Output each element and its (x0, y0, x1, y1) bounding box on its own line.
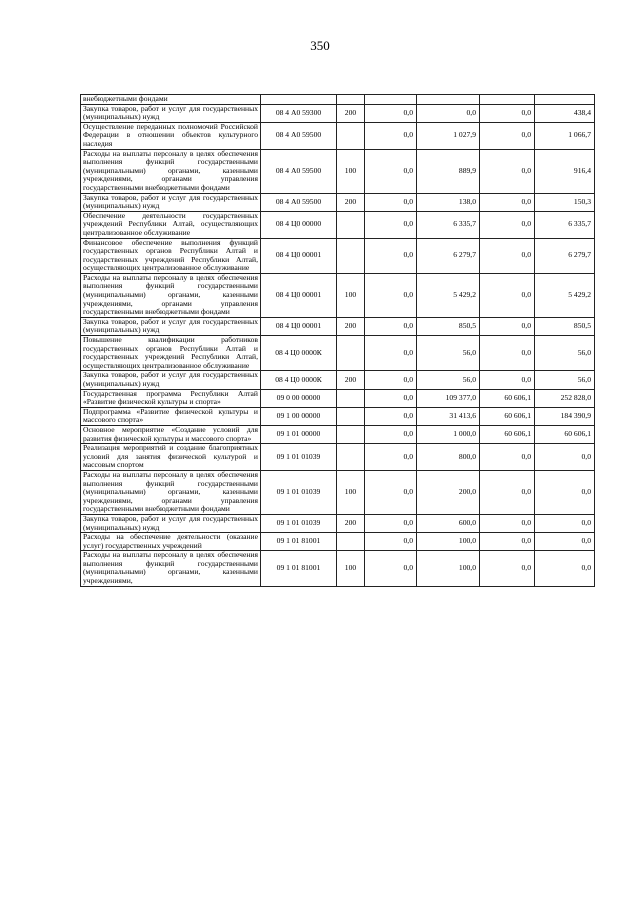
row-code-cell: 08 4 А0 59300 (261, 104, 337, 122)
row-value-2-cell: 56,0 (417, 336, 480, 371)
row-value-1-cell: 0,0 (365, 149, 417, 193)
row-value-3-cell: 0,0 (480, 104, 535, 122)
row-value-2-cell (417, 95, 480, 105)
row-value-1-cell: 0,0 (365, 514, 417, 532)
row-value-3-cell: 0,0 (480, 470, 535, 514)
row-code-cell: 09 1 01 01039 (261, 444, 337, 471)
row-code-cell: 08 4 Ц0 0000К (261, 336, 337, 371)
row-value-4-cell: 916,4 (535, 149, 595, 193)
row-value-3-cell: 60 606,1 (480, 407, 535, 425)
row-code-cell: 08 4 А0 59500 (261, 149, 337, 193)
row-value-4-cell: 5 429,2 (535, 273, 595, 317)
row-value-4-cell: 850,5 (535, 317, 595, 335)
row-expense-type-cell: 100 (337, 470, 365, 514)
table-row (81, 273, 595, 317)
row-value-4-cell: 0,0 (535, 470, 595, 514)
row-value-1-cell: 0,0 (365, 551, 417, 586)
row-expense-type-cell (337, 238, 365, 273)
table-row (81, 95, 595, 105)
row-expense-type-cell (337, 95, 365, 105)
row-code-cell: 09 1 01 01039 (261, 514, 337, 532)
row-code-cell: 09 1 01 81001 (261, 533, 337, 551)
row-value-4-cell (535, 95, 595, 105)
row-name-cell: Обеспечение деятельности государственных учреждений Республики Алтай, осуществляющих централизованное обслуживание (81, 211, 261, 238)
row-name-cell: Государственная программа Республики Алтай «Развитие физической культуры и спорта» (81, 389, 261, 407)
row-name-cell: Расходы на выплаты персоналу в целях обеспечения выполнения функций государственными (муниципальными) органами, казенными учреждениями, органами управления государственными внебюджетными фондами (81, 273, 261, 317)
row-value-2-cell: 100,0 (417, 533, 480, 551)
row-name-cell: Осуществление переданных полномочий Российской Федерации в отношении объектов культурного наследия (81, 122, 261, 149)
row-value-1-cell: 0,0 (365, 273, 417, 317)
row-value-4-cell: 6 279,7 (535, 238, 595, 273)
table-row (81, 211, 595, 238)
row-expense-type-cell (337, 122, 365, 149)
row-value-1-cell: 0,0 (365, 444, 417, 471)
row-code-cell: 08 4 Ц0 00001 (261, 317, 337, 335)
row-name-cell: Закупка товаров, работ и услуг для государственных (муниципальных) нужд (81, 514, 261, 532)
row-value-2-cell: 100,0 (417, 551, 480, 586)
row-value-2-cell: 109 377,0 (417, 389, 480, 407)
row-value-4-cell: 1 066,7 (535, 122, 595, 149)
row-name-cell: Расходы на выплаты персоналу в целях обеспечения выполнения функций государственными (муниципальными) органами, казенными учреждениями, органами управления государственными внебюджетными фондами (81, 470, 261, 514)
row-expense-type-cell: 200 (337, 514, 365, 532)
row-value-2-cell: 56,0 (417, 371, 480, 389)
row-expense-type-cell: 200 (337, 371, 365, 389)
row-value-3-cell: 0,0 (480, 551, 535, 586)
row-value-4-cell: 60 606,1 (535, 425, 595, 443)
row-name-cell: Финансовое обеспечение выполнения функций государственных органов Республики Алтай и государственных учреждений Республики Алтай, осуществляющих централизованное обслуживание (81, 238, 261, 273)
row-value-1-cell: 0,0 (365, 407, 417, 425)
row-value-1-cell: 0,0 (365, 533, 417, 551)
row-value-4-cell: 0,0 (535, 533, 595, 551)
table-row (81, 149, 595, 193)
row-value-1-cell: 0,0 (365, 238, 417, 273)
row-value-3-cell: 0,0 (480, 273, 535, 317)
row-code-cell: 08 4 Ц0 00001 (261, 238, 337, 273)
table-row (81, 371, 595, 389)
table-row (81, 533, 595, 551)
page-number: 350 (310, 38, 330, 53)
row-expense-type-cell (337, 407, 365, 425)
table-row (81, 193, 595, 211)
row-expense-type-cell (337, 533, 365, 551)
row-value-2-cell: 850,5 (417, 317, 480, 335)
row-value-1-cell: 0,0 (365, 389, 417, 407)
budget-table (80, 94, 595, 587)
row-code-cell: 09 1 01 01039 (261, 470, 337, 514)
row-value-2-cell: 800,0 (417, 444, 480, 471)
row-name-cell: Расходы на выплаты персоналу в целях обеспечения выполнения функций государственными (муниципальными) органами, казенными учреждениями, (81, 551, 261, 586)
row-expense-type-cell: 100 (337, 273, 365, 317)
row-value-1-cell: 0,0 (365, 336, 417, 371)
table-row (81, 407, 595, 425)
budget-table-body (81, 95, 595, 587)
row-value-4-cell: 252 828,0 (535, 389, 595, 407)
row-value-2-cell: 1 000,0 (417, 425, 480, 443)
row-code-cell (261, 95, 337, 105)
row-value-2-cell: 1 027,9 (417, 122, 480, 149)
row-code-cell: 09 1 00 00000 (261, 407, 337, 425)
row-code-cell: 08 4 Ц0 00001 (261, 273, 337, 317)
table-row (81, 389, 595, 407)
table-row (81, 514, 595, 532)
row-value-2-cell: 0,0 (417, 104, 480, 122)
row-value-3-cell: 0,0 (480, 533, 535, 551)
row-value-3-cell: 0,0 (480, 371, 535, 389)
row-name-cell: Закупка товаров, работ и услуг для государственных (муниципальных) нужд (81, 193, 261, 211)
row-value-3-cell: 0,0 (480, 514, 535, 532)
row-expense-type-cell: 100 (337, 551, 365, 586)
row-expense-type-cell: 200 (337, 317, 365, 335)
row-value-1-cell: 0,0 (365, 371, 417, 389)
table-row (81, 238, 595, 273)
row-value-3-cell: 0,0 (480, 211, 535, 238)
row-expense-type-cell (337, 444, 365, 471)
row-name-cell: Закупка товаров, работ и услуг для государственных (муниципальных) нужд (81, 371, 261, 389)
row-name-cell: Расходы на выплаты персоналу в целях обеспечения выполнения функций государственными (муниципальными) органами, казенными учреждениями, органами управления государственными внебюджетными фондами (81, 149, 261, 193)
row-code-cell: 08 4 А0 59500 (261, 193, 337, 211)
row-name-cell: Закупка товаров, работ и услуг для государственных (муниципальных) нужд (81, 317, 261, 335)
row-value-4-cell: 56,0 (535, 371, 595, 389)
row-value-3-cell: 0,0 (480, 238, 535, 273)
row-name-cell: Подпрограмма «Развитие физической культуры и массового спорта» (81, 407, 261, 425)
row-name-cell: внебюджетными фондами (81, 95, 261, 105)
table-row (81, 470, 595, 514)
row-value-3-cell: 0,0 (480, 149, 535, 193)
row-value-4-cell: 150,3 (535, 193, 595, 211)
row-expense-type-cell (337, 425, 365, 443)
row-value-3-cell (480, 95, 535, 105)
row-value-1-cell: 0,0 (365, 470, 417, 514)
row-value-1-cell: 0,0 (365, 425, 417, 443)
row-name-cell: Реализация мероприятий и создание благоприятных условий для занятия физической культурой и массовым спортом (81, 444, 261, 471)
row-value-4-cell: 184 390,9 (535, 407, 595, 425)
row-value-4-cell: 0,0 (535, 514, 595, 532)
table-row (81, 336, 595, 371)
row-value-2-cell: 889,9 (417, 149, 480, 193)
row-expense-type-cell: 100 (337, 149, 365, 193)
row-expense-type-cell: 200 (337, 104, 365, 122)
row-value-2-cell: 138,0 (417, 193, 480, 211)
row-value-2-cell: 200,0 (417, 470, 480, 514)
row-value-4-cell: 0,0 (535, 551, 595, 586)
row-value-2-cell: 600,0 (417, 514, 480, 532)
row-value-2-cell: 6 279,7 (417, 238, 480, 273)
row-name-cell: Расходы на обеспечение деятельности (оказание услуг) государственных учреждений (81, 533, 261, 551)
row-value-2-cell: 6 335,7 (417, 211, 480, 238)
row-value-3-cell: 0,0 (480, 336, 535, 371)
table-row (81, 425, 595, 443)
row-value-1-cell: 0,0 (365, 211, 417, 238)
row-value-2-cell: 31 413,6 (417, 407, 480, 425)
row-expense-type-cell: 200 (337, 193, 365, 211)
row-name-cell: Закупка товаров, работ и услуг для государственных (муниципальных) нужд (81, 104, 261, 122)
table-row (81, 122, 595, 149)
row-value-3-cell: 60 606,1 (480, 425, 535, 443)
row-value-3-cell: 60 606,1 (480, 389, 535, 407)
row-expense-type-cell (337, 211, 365, 238)
row-value-4-cell: 0,0 (535, 444, 595, 471)
table-row (81, 104, 595, 122)
row-name-cell: Основное мероприятие «Создание условий для развития физической культуры и массового спорта» (81, 425, 261, 443)
row-expense-type-cell (337, 389, 365, 407)
row-value-1-cell: 0,0 (365, 193, 417, 211)
row-value-1-cell: 0,0 (365, 317, 417, 335)
row-name-cell: Повышение квалификации работников государственных органов Республики Алтай и государственных учреждений Республики Алтай, осуществляющих централизованное обслуживание (81, 336, 261, 371)
row-code-cell: 08 4 Ц0 0000К (261, 371, 337, 389)
table-row (81, 317, 595, 335)
row-code-cell: 08 4 А0 59500 (261, 122, 337, 149)
row-code-cell: 08 4 Ц0 00000 (261, 211, 337, 238)
row-value-4-cell: 56,0 (535, 336, 595, 371)
table-row (81, 551, 595, 586)
row-value-4-cell: 6 335,7 (535, 211, 595, 238)
row-value-3-cell: 0,0 (480, 193, 535, 211)
row-value-3-cell: 0,0 (480, 317, 535, 335)
row-value-1-cell: 0,0 (365, 122, 417, 149)
row-value-3-cell: 0,0 (480, 444, 535, 471)
row-code-cell: 09 0 00 00000 (261, 389, 337, 407)
row-code-cell: 09 1 01 00000 (261, 425, 337, 443)
row-value-1-cell (365, 95, 417, 105)
row-value-2-cell: 5 429,2 (417, 273, 480, 317)
row-expense-type-cell (337, 336, 365, 371)
row-value-4-cell: 438,4 (535, 104, 595, 122)
table-row (81, 444, 595, 471)
row-value-3-cell: 0,0 (480, 122, 535, 149)
row-code-cell: 09 1 01 81001 (261, 551, 337, 586)
row-value-1-cell: 0,0 (365, 104, 417, 122)
